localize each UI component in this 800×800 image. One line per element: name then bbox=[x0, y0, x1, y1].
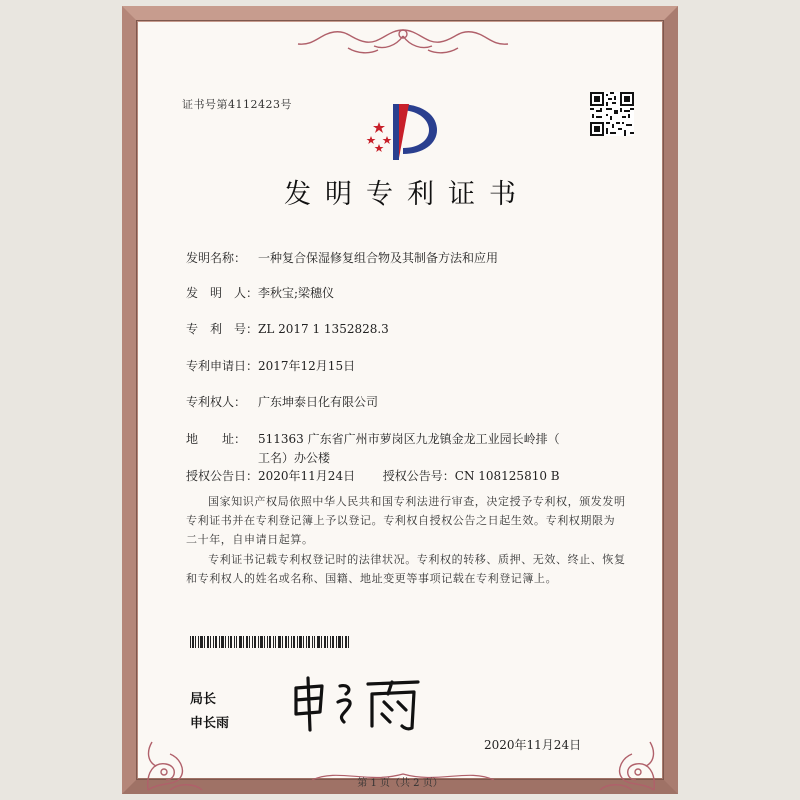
field-patent-number bbox=[186, 320, 389, 337]
field-application-date bbox=[186, 357, 355, 374]
qr-code bbox=[590, 92, 634, 136]
field-grant-date bbox=[186, 467, 560, 484]
field-value: 工名）办公楼 bbox=[258, 451, 331, 465]
legal-status-statement: 专利证书记载专利权登记时的法律状况。专利权的转移、质押、无效、终止、恢复和专利权人的姓名或名称、国籍、地址变更等事项记载在专利登记簿上。 bbox=[186, 553, 626, 585]
field-inventor bbox=[186, 284, 334, 301]
field-patentee bbox=[186, 393, 378, 410]
director-signature bbox=[288, 674, 428, 734]
field-value: 李秋宝;梁穗仪 bbox=[258, 286, 335, 300]
field-invention-name bbox=[186, 249, 498, 266]
field-label: 地 址： bbox=[186, 432, 247, 446]
top-ornament bbox=[288, 24, 518, 64]
certificate-title: 发明专利证书 bbox=[284, 179, 530, 210]
field-label: 授权公告号： bbox=[382, 469, 455, 483]
field-value: 2017年12月15日 bbox=[258, 359, 356, 373]
field-value: 511363 广东省广州市萝岗区九龙镇金龙工业园长岭排（ bbox=[258, 432, 560, 446]
field-label: 专利申请日： bbox=[186, 359, 259, 373]
field-value: 一种复合保湿修复组合物及其制备方法和应用 bbox=[258, 251, 499, 265]
page-indicator: 第 1 页（共 2 页） bbox=[357, 778, 443, 789]
chief-title: 局长 bbox=[190, 692, 217, 707]
field-value: 广东坤泰日化有限公司 bbox=[258, 395, 379, 409]
field-label: 专利权人： bbox=[186, 395, 247, 409]
field-address-line2 bbox=[258, 449, 330, 466]
field-value: 2020年11月24日 bbox=[258, 469, 356, 483]
barcode bbox=[190, 636, 350, 648]
field-label: 发明名称： bbox=[186, 251, 247, 265]
issue-date: 2020年11月24日 bbox=[484, 738, 582, 752]
grant-statement: 国家知识产权局依照中华人民共和国专利法进行审查，决定授予专利权，颁发发明专利证书并在专利登记簿上予以登记。专利权自授权公告之日起生效。专利权期限为二十年，自申请日起算。 bbox=[186, 495, 626, 546]
field-label: 发 明 人： bbox=[186, 286, 259, 300]
cnipa-emblem bbox=[363, 100, 443, 164]
field-value: CN 108125810 B bbox=[454, 469, 560, 483]
field-label: 专 利 号： bbox=[186, 322, 259, 336]
certificate-frame bbox=[122, 6, 678, 794]
certificate-paper bbox=[138, 22, 662, 789]
certificate-number: 证书号第4112423号 bbox=[182, 98, 292, 111]
field-value: ZL 2017 1 1352828.3 bbox=[258, 322, 389, 336]
field-label: 授权公告日： bbox=[186, 469, 259, 483]
chief-name: 申长雨 bbox=[190, 716, 230, 731]
field-address bbox=[186, 430, 560, 447]
